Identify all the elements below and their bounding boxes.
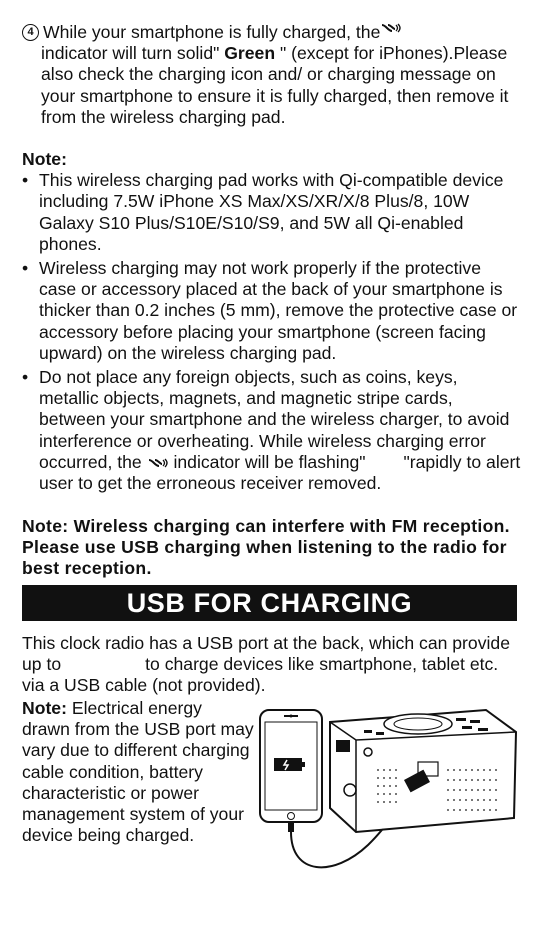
- usb-charging-illustration: [258, 700, 520, 880]
- step-4-text-b: indicator will turn solid": [41, 43, 220, 64]
- smartphone-illustration: [260, 710, 322, 822]
- usb-charging-banner: USB FOR CHARGING: [22, 585, 517, 621]
- green-label: Green: [224, 43, 276, 64]
- usb-note: [22, 698, 254, 846]
- fm-interference-note: Note: Wireless charging can interfere with FM reception. Please use USB charging when listening to the radio for best reception.: [22, 516, 510, 579]
- note-bullet-3-text-b: indicator will be flashing": [173, 451, 366, 472]
- wireless-charging-icon: [380, 22, 402, 34]
- step-4: [22, 22, 522, 128]
- wireless-charging-icon: [147, 457, 169, 469]
- step-number: 4: [22, 24, 39, 41]
- step-4-text-c: " (except for iPhones).Please also check the charging icon and/ or charging message on your smartphone to ensure it is fully charged, then remove it from the wireless charging pad.: [41, 43, 509, 127]
- clock-radio-illustration: [330, 710, 516, 832]
- note-bullet-3-text-c: "rapidly to alert user to get the erroneous receiver removed.: [39, 451, 521, 494]
- note-bullet-2: • Wireless charging may not work properly if the protective case or accessory placed at the back of your smartphone is thicker than 0.2 inches (5 mm), remove the protective case or accessory before placing your smartphone (screen facing upward) on the wireless charging pad.: [22, 258, 522, 364]
- usb-text-b: to charge devices like smartphone, tablet etc. via a USB cable (not provided).: [22, 654, 499, 696]
- note-bullet-3-text-a: Do not place any foreign objects, such as coins, keys, metallic objects, magnets, and magnetic stripe cards, between your smartphone and the wireless charger, to avoid interference or overheating. While wireless charging error occurred, the: [39, 367, 510, 472]
- usb-note-label: Note:: [22, 698, 67, 718]
- note-bullet-3: [22, 367, 522, 494]
- step-4-text-a: While your smartphone is fully charged, the: [43, 22, 381, 42]
- usb-text-a: This clock radio has a USB port at the back, which can provide up to: [22, 633, 510, 675]
- note-bullets: [22, 170, 522, 494]
- usb-paragraph: [22, 633, 522, 697]
- usb-note-text: Electrical energy drawn from the USB port may vary due to different charging cable condition, battery characteristic or power management system of your device being charged.: [22, 698, 254, 846]
- note-section: [22, 149, 522, 495]
- note-heading: Note:: [22, 149, 67, 169]
- note-bullet-1: • This wireless charging pad works with Qi-compatible device including 7.5W iPhone XS Max/XS/XR/X/8 Plus/8, 10W Galaxy S10 Plus/S10E/S10/S9, and 5W all Qi-enabled phones.: [22, 170, 522, 255]
